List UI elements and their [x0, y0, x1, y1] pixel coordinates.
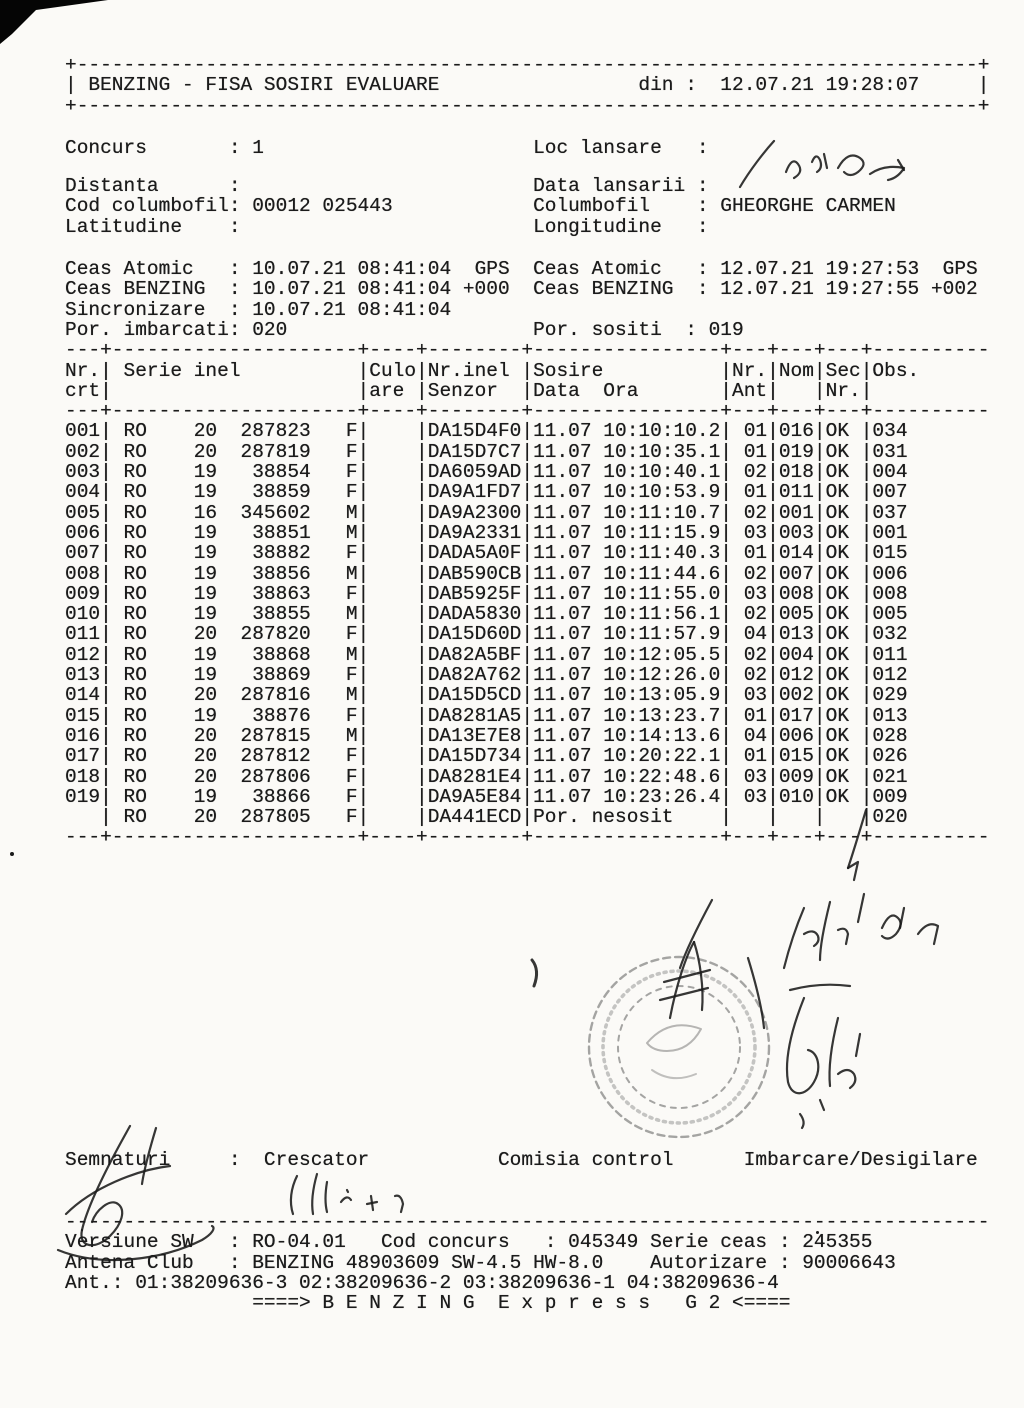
table-row: [65, 665, 989, 685]
arrivals-table: [65, 340, 989, 847]
table-header-row: [65, 381, 989, 401]
loc-lansare-label: Loc lansare: [533, 136, 662, 159]
table-row-text: 012| RO 19 38868 M| |DA82A5BF|11.07 10:12:05.5| 02|004|OK |011: [65, 643, 908, 666]
serie-ceas-label: Serie ceas: [650, 1231, 768, 1254]
ceas-benzing-right-offset: +002: [930, 278, 978, 301]
columbofil-label: Columbofil: [533, 195, 651, 218]
table-row: [65, 624, 989, 644]
ceas-benzing-left-offset: +000: [462, 278, 510, 301]
latitudine-label: Latitudine: [65, 215, 183, 238]
colon: :: [228, 1231, 241, 1254]
table-row: [65, 503, 989, 523]
report-datetime: 12.07.21 19:28:07: [720, 74, 920, 97]
ceas-benzing-left-label: Ceas BENZING: [65, 278, 206, 301]
colon: :: [778, 1251, 791, 1274]
autorizare-value: 90006643: [802, 1251, 896, 1274]
por-imbarcati-value: 020: [252, 318, 288, 341]
ascii-border: +-----------------------------------------------------------------------------+: [65, 54, 990, 76]
data-lansarii-label: Data lansarii: [533, 175, 686, 198]
colon: :: [228, 278, 241, 301]
longitudine-label: Longitudine: [533, 215, 662, 238]
colon: :: [696, 175, 709, 198]
cod-columbofil-label: Cod columbofil: [65, 195, 229, 218]
table-row-text: 006| RO 19 38851 M| |DA9A2331|11.07 10:11:15.9| 03|003|OK |001: [65, 521, 908, 544]
table-row: [65, 706, 989, 726]
table-row-text: 003| RO 19 38854 F| |DA6059AD|11.07 10:10:40.1| 02|018|OK |004: [65, 461, 908, 484]
table-row-text: 004| RO 19 38859 F| |DA9A1FD7|11.07 10:10:53.9| 01|011|OK |007: [65, 481, 908, 504]
cod-concurs-value: 045349: [568, 1231, 639, 1254]
colon: :: [228, 1148, 241, 1171]
versiune-value: RO-04.01: [252, 1231, 346, 1254]
table-row: [65, 726, 989, 746]
latitudine-row: [65, 217, 989, 237]
colon: :: [696, 278, 709, 301]
table-row: [65, 767, 989, 787]
ceas-benzing-right-label: Ceas BENZING: [533, 278, 674, 301]
colon: :: [696, 258, 709, 281]
colon: :: [685, 318, 697, 341]
cod-columbofil-value: 00012 025443: [252, 195, 393, 218]
colon: :: [228, 195, 241, 218]
colon: :: [544, 1231, 557, 1254]
por-imbarcati-label: Por. imbarcati: [65, 318, 229, 341]
antena-row: [65, 1253, 989, 1273]
crescator-label: Crescator: [263, 1148, 370, 1171]
colon: :: [228, 175, 241, 198]
colon: :: [228, 298, 241, 321]
semnaturi-label: Semnaturi: [65, 1148, 171, 1171]
distanta-label: Distanta: [65, 175, 159, 198]
colon: :: [228, 1251, 241, 1274]
colon: :: [228, 258, 241, 281]
ceas-atomic-left-unit: GPS: [474, 258, 510, 281]
table-separator-text: ---+---------------------+----+--------+----------------+---+---+---+----------: [65, 339, 990, 362]
ceas-benzing-row: [65, 279, 989, 299]
versiune-label: Versiune SW: [65, 1231, 194, 1254]
ceas-atomic-left-label: Ceas Atomic: [65, 258, 194, 281]
table-row: [65, 645, 989, 665]
colon: :: [696, 195, 709, 218]
cod-concurs-label: Cod concurs: [380, 1231, 510, 1254]
porumbei-row: [65, 320, 989, 340]
ceas-atomic-left-value: 10.07.21 08:41:04: [252, 258, 452, 281]
table-row-text: 001| RO 20 287823 F| |DA15D4F0|11.07 10:10:10.2| 01|016|OK |034: [65, 420, 908, 443]
table-row-text: 011| RO 20 287820 F| |DA15D60D|11.07 10:11:57.9| 04|013|OK |032: [65, 623, 908, 646]
table-row-text: 002| RO 20 287819 F| |DA15D7C7|11.07 10:10:35.1| 01|019|OK |031: [65, 440, 908, 463]
ceas-atomic-right-label: Ceas Atomic: [533, 258, 662, 281]
scan-dot: [10, 852, 14, 856]
ascii-border: +-----------------------------------------------------------------------------+: [65, 94, 990, 117]
page-title: BENZING - FISA SOSIRI EVALUARE: [88, 74, 440, 97]
scan-corner-artifact: [0, 0, 120, 50]
table-row-text: 016| RO 20 287815 M| |DA13E7E8|11.07 10:14:13.6| 04|006|OK |028: [65, 724, 908, 747]
table-row: [65, 564, 989, 584]
document-body: [65, 55, 989, 1313]
por-sositi-value: 019: [708, 318, 744, 341]
table-row: [65, 584, 989, 604]
columbofil-value: GHEORGHE CARMEN: [720, 195, 896, 218]
din-label: din :: [638, 74, 697, 97]
table-row-text: 007| RO 19 38882 F| |DADA5A0F|11.07 10:11:40.3| 01|014|OK |015: [65, 542, 908, 565]
table-row: [65, 685, 989, 705]
table-row: [65, 746, 989, 766]
sincronizare-value: 10.07.21 08:41:04: [252, 298, 452, 321]
ceas-benzing-left-value: 10.07.21 08:41:04: [252, 278, 452, 301]
antena-label: Antena Club: [65, 1251, 194, 1274]
table-header-row-text: crt| |are |Senzor |Data Ora |Ant| |Nr.|: [65, 379, 873, 402]
table-header-row-text: Nr.| Serie inel |Culo|Nr.inel |Sosire |Nr.|Nom|Sec|Obs.: [65, 359, 920, 382]
imbarcare-desigilare-label: Imbarcare/Desigilare: [743, 1148, 978, 1171]
sincronizare-label: Sincronizare: [65, 298, 206, 321]
benzing-express-banner: ====> B E N Z I N G E x p r e s s G 2 <====: [252, 1292, 791, 1315]
colon: :: [696, 215, 709, 238]
table-row-text: 013| RO 19 38869 F| |DA82A762|11.07 10:12:26.0| 02|012|OK |012: [65, 664, 908, 687]
table-row: [65, 787, 989, 807]
table-separator-text: ---+---------------------+----+--------+----------------+---+---+---+----------: [65, 826, 990, 849]
table-row: [65, 523, 989, 543]
table-separator: [65, 827, 989, 847]
colon: :: [696, 136, 709, 159]
table-row: [65, 807, 989, 827]
table-row-text: 018| RO 20 287806 F| |DA8281E4|11.07 10:22:48.6| 03|009|OK |021: [65, 765, 908, 788]
ceas-atomic-right-unit: GPS: [942, 258, 978, 281]
comisia-control-label: Comisia control: [497, 1148, 674, 1171]
ascii-bar: |: [977, 74, 990, 97]
footer-separator: [65, 1212, 989, 1232]
table-row-text: 017| RO 20 287812 F| |DA15D734|11.07 10:20:22.1| 01|015|OK |026: [65, 745, 908, 768]
ascii-border: -------------------------------------------------------------------------------: [65, 1210, 990, 1233]
benzing-express-row: [65, 1293, 989, 1313]
table-row-text: | RO 20 287805 F| |DA441ECD|Por. nesosit | | | |020: [65, 806, 908, 829]
autorizare-label: Autorizare: [650, 1251, 768, 1274]
antena-value: BENZING 48903609 SW-4.5 HW-8.0: [252, 1251, 604, 1274]
ceas-atomic-right-value: 12.07.21 19:27:53: [720, 258, 920, 281]
table-row-text: 005| RO 16 345602 M| |DA9A2300|11.07 10:11:10.7| 02|001|OK |037: [65, 501, 908, 524]
por-sositi-label: Por. sositi: [533, 318, 662, 341]
table-row-text: 019| RO 19 38866 F| |DA9A5E84|11.07 10:23:26.4| 03|010|OK |009: [65, 785, 908, 808]
table-separator: [65, 340, 989, 360]
table-row: [65, 604, 989, 624]
signatures-row: [65, 1150, 989, 1170]
table-row-text: 009| RO 19 38863 F| |DAB5925F|11.07 10:11:55.0| 03|008|OK |008: [65, 582, 908, 605]
concurs-row: [65, 138, 989, 158]
concurs-value: 1: [252, 136, 264, 159]
versiune-row: [65, 1232, 989, 1252]
header-box-title-row: [65, 75, 989, 95]
table-row-text: 015| RO 19 38876 F| |DA8281A5|11.07 10:13:23.7| 01|017|OK |013: [65, 704, 908, 727]
colon: :: [228, 136, 241, 159]
ceas-atomic-row: [65, 259, 989, 279]
table-separator: [65, 401, 989, 421]
sincronizare-row: [65, 300, 989, 320]
table-row: [65, 543, 989, 563]
concurs-label: Concurs: [65, 136, 147, 159]
colon: :: [228, 318, 241, 341]
table-row-text: 010| RO 19 38855 M| |DADA5830|11.07 10:11:56.1| 02|005|OK |005: [65, 603, 908, 626]
header-box-top-border: [65, 55, 989, 75]
table-row: [65, 482, 989, 502]
antene-ids: Ant.: 01:38209636-3 02:38209636-2 03:38209636-1 04:38209636-4: [65, 1271, 779, 1294]
table-row-text: 008| RO 19 38856 M| |DAB590CB|11.07 10:11:44.6| 02|007|OK |006: [65, 562, 908, 585]
serie-ceas-value: 245355: [802, 1231, 873, 1254]
colon: :: [778, 1231, 791, 1254]
header-box-bottom-border: [65, 96, 989, 116]
table-row: [65, 462, 989, 482]
table-row-text: 014| RO 20 287816 M| |DA15D5CD|11.07 10:13:05.9| 03|002|OK |029: [65, 684, 908, 707]
ceas-benzing-right-value: 12.07.21 19:27:55: [720, 278, 920, 301]
table-row: [65, 442, 989, 462]
table-separator-text: ---+---------------------+----+--------+----------------+---+---+---+----------: [65, 400, 990, 423]
cod-columbofil-row: [65, 196, 989, 216]
colon: :: [228, 215, 241, 238]
ascii-bar: |: [65, 74, 77, 97]
table-header-row: [65, 361, 989, 381]
antene-ids-row: [65, 1273, 989, 1293]
table-row: [65, 421, 989, 441]
distanta-row: [65, 176, 989, 196]
